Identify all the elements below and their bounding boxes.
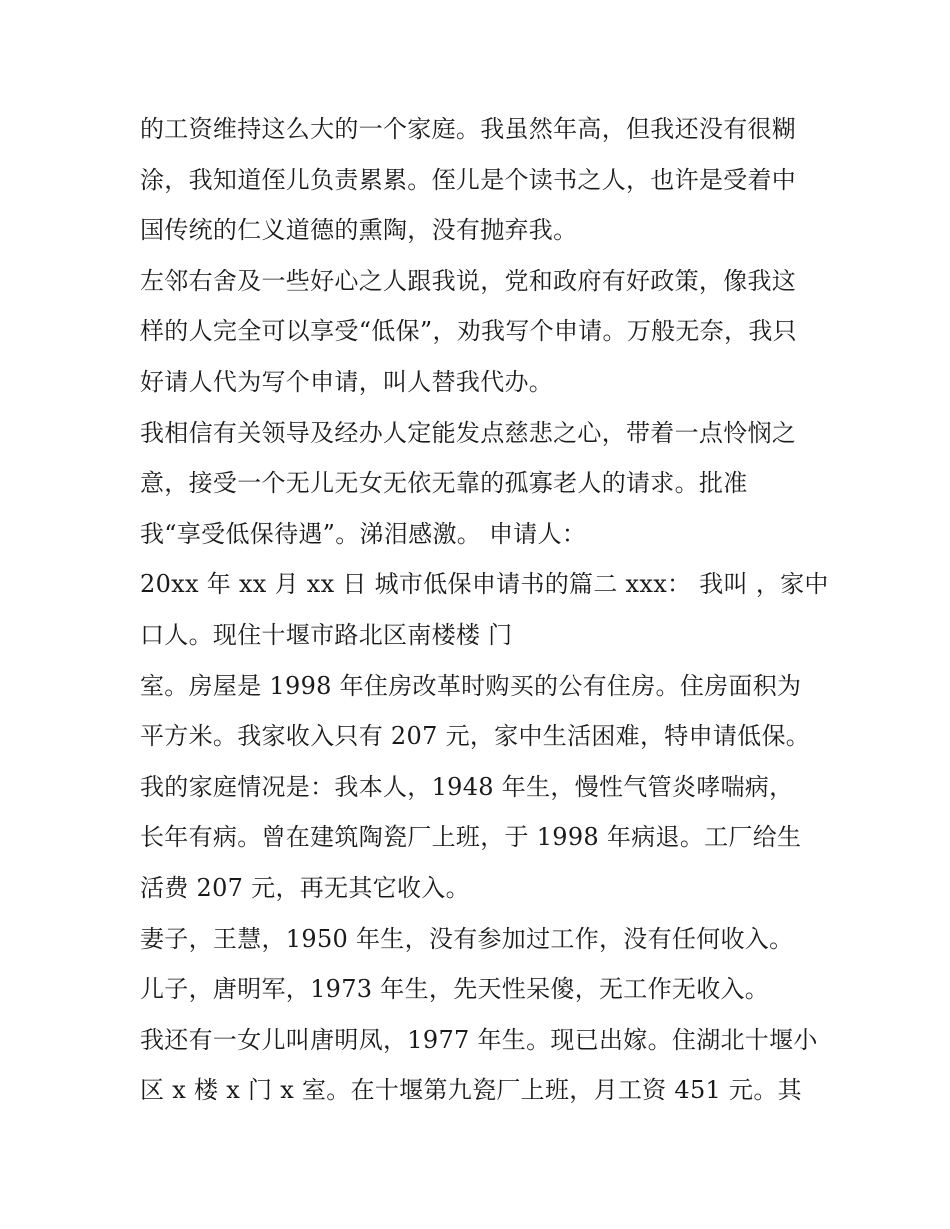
document-body	[140, 104, 840, 1116]
text-line: 国传统的仁义道德的熏陶，没有抛弃我。	[140, 216, 578, 245]
text-line: 样的人完全可以享受“低保”，劝我写个申请。万般无奈，我只	[140, 317, 797, 346]
text-line: 我还有一女儿叫唐明凤，1977 年生。现已出嫁。住湖北十堰小	[140, 1025, 818, 1054]
text-line: 室。房屋是 1998 年住房改革时购买的公有住房。住房面积为	[140, 671, 802, 700]
text-line: 的工资维持这么大的一个家庭。我虽然年高，但我还没有很糊	[140, 115, 797, 143]
text-line: 活费 207 元，再无其它收入。	[140, 873, 470, 902]
text-line: 涂，我知道侄儿负责累累。侄儿是个读书之人，也许是受着中	[140, 165, 797, 194]
text-line: 区 x 楼 x 门 x 室。在十堰第九瓷厂上班，月工资 451 元。其	[140, 1076, 802, 1105]
text-line: 我相信有关领导及经办人定能发点慈悲之心，带着一点怜悯之	[140, 418, 797, 447]
text-line: 好请人代为写个申请，叫人替我代办。	[140, 367, 554, 396]
text-line: 意，接受一个无儿无女无依无靠的孤寡老人的请求。批准	[140, 469, 748, 498]
text-line: 长年有病。曾在建筑陶瓷厂上班，于 1998 年病退。工厂给生	[140, 823, 802, 852]
text-line: 左邻右舍及一些好心之人跟我说，党和政府有好政策，像我这	[140, 266, 797, 295]
text-line: 20xx 年 xx 月 xx 日 城市低保申请书的篇二 xxx： 我叫 ，家中	[140, 570, 829, 599]
text-line: 妻子，王慧，1950 年生，没有参加过工作，没有任何收入。	[140, 924, 794, 953]
text-line: 儿子，唐明军，1973 年生，先天性呆傻，无工作无收入。	[140, 975, 770, 1004]
text-line: 口人。现住十堰市路北区南楼楼 门	[140, 620, 513, 649]
text-line: 我的家庭情况是：我本人，1948 年生，慢性气管炎哮喘病，	[140, 772, 794, 801]
text-line: 平方米。我家收入只有 207 元，家中生活困难，特申请低保。	[140, 722, 811, 751]
text-line: 我“享受低保待遇”。涕泪感激。 申请人：	[140, 519, 587, 548]
